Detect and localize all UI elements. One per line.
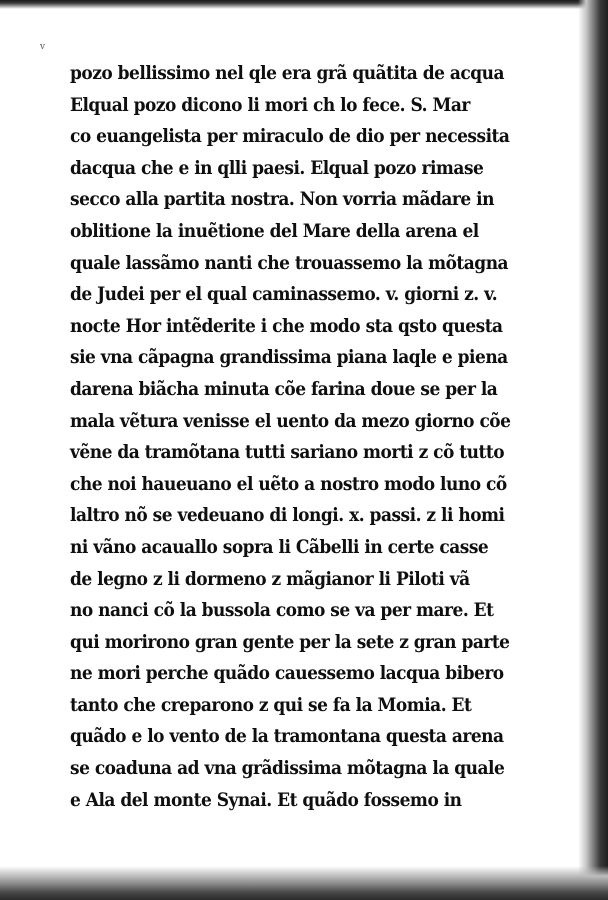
body-text [70, 58, 556, 816]
text-line: tanto che creparono z qui se fa la Momia. Et [70, 694, 472, 716]
scan-right-edge [578, 0, 608, 900]
text-line: de Judei per el qual caminassemo. v. giorni z. v. [70, 284, 498, 306]
text-line: no nanci cõ la bussola como se va per mare. Et [70, 600, 494, 622]
text-line: Elqual pozo dicono li mori ch lo fece. S. Mar [70, 94, 470, 116]
margin-mark: v [40, 42, 46, 52]
text-line: ne mori perche quãdo cauessemo lacqua bibero [70, 663, 504, 685]
text-line: vẽne da tramõtana tutti sariano morti z cõ tutto [70, 442, 505, 464]
text-line: sie vna cãpagna grandissima piana laqle e piena [70, 347, 508, 369]
text-line: ni vãno acauallo sopra li Cãbelli in certe casse [70, 536, 489, 558]
text-line: nocte Hor intẽderite i che modo sta qsto questa [70, 315, 503, 337]
text-line: pozo bellissimo nel qle era grã quãtita de acqua [70, 63, 505, 84]
text-line: e Ala del monte Synai. Et quãdo fossemo in [70, 789, 462, 811]
text-line: oblitione la inuẽtione del Mare della arena el [70, 220, 479, 242]
scan-bottom-edge [0, 866, 608, 900]
text-line: co euangelista per miraculo de dio per necessita [70, 126, 510, 148]
text-line: laltro nõ se vedeuano di longi. x. passi. z li homi [70, 505, 505, 527]
text-line: dacqua che e in qlli paesi. Elqual pozo rimase [70, 157, 484, 179]
text-line: quãdo e lo vento de la tramontana questa arena [70, 726, 504, 748]
scan-top-edge [0, 0, 608, 9]
text-line: che noi haueuano el uẽto a nostro modo luno cõ [70, 473, 507, 495]
text-line: mala vẽtura venisse el uento da mezo giorno cõe [70, 410, 511, 432]
text-line: darena biãcha minuta cõe farina doue se per la [70, 378, 498, 400]
text-line: se coaduna ad vna grãdissima mõtagna la quale [70, 758, 505, 780]
text-line: quale lassãmo nanti che trouassemo la mõtagna [70, 252, 509, 274]
text-line: de legno z li dormeno z mãgianor li Piloti vã [70, 568, 470, 590]
text-line: secco alla partita nostra. Non vorria mãdare in [70, 189, 494, 211]
text-line: qui morirono gran gente per la sete z gran parte [70, 631, 510, 653]
